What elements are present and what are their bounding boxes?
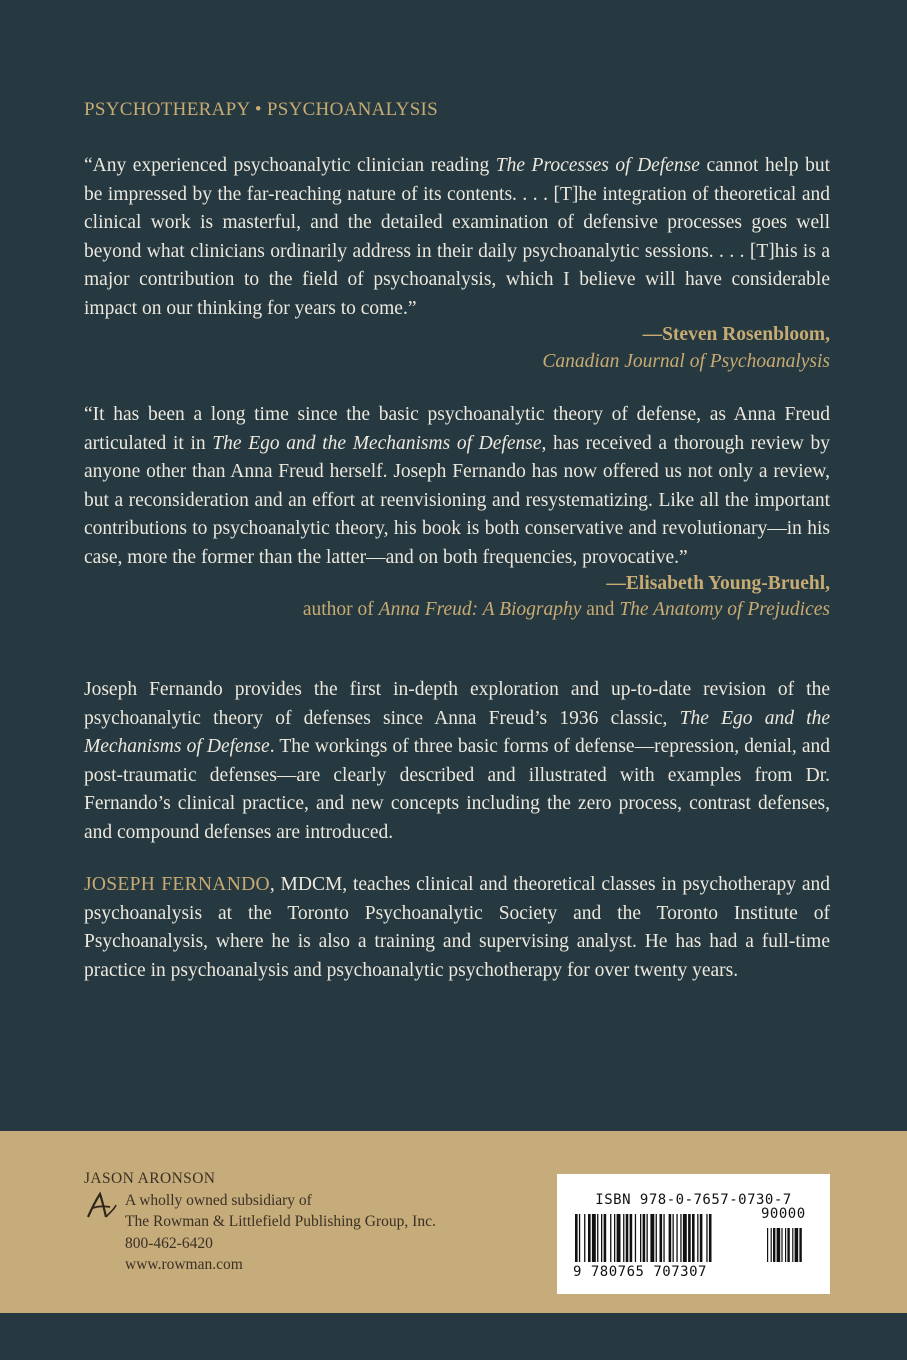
barcode-bar	[647, 1214, 648, 1262]
barcode-bar	[777, 1228, 781, 1262]
barcode-bar	[683, 1214, 687, 1262]
barcode-bar	[767, 1228, 768, 1262]
barcode-bar	[640, 1214, 641, 1262]
category-label: PSYCHOTHERAPY • PSYCHOANALYSIS	[84, 99, 439, 120]
publisher-website: www.rowman.com	[125, 1256, 243, 1273]
review-quote-2: “It has been a long time since the basic psychoanalytic theory of defense, as Anna Freud articulated it in The Ego and the Mechanisms of Defense, has received a thorough review by anyone other than Anna Freud herself. Joseph Fernando has now offered us not only a review, but a reconsideration and an effort at reenvisioning and resystematizing. Like all the important contributions to psychoanalytic theory, his book is both conservative and revolutionary—in his case, more the former than the latter—and on both frequencies, provocative.”	[84, 404, 830, 568]
barcode-bar	[626, 1214, 629, 1262]
price-code: 90000	[761, 1206, 806, 1222]
quote-1-source: Canadian Journal of Psychoanalysis	[542, 351, 830, 372]
barcode-bar	[597, 1214, 598, 1262]
barcode-bar	[706, 1214, 707, 1262]
barcode-bar	[610, 1214, 611, 1262]
book-title: The Ego and the Mechanisms of Defense	[84, 707, 831, 757]
barcode-bar	[773, 1228, 775, 1262]
barcode-bar	[630, 1214, 633, 1262]
barcode-bar	[771, 1228, 772, 1262]
barcode-bar	[656, 1214, 657, 1262]
review-quote-1: “Any experienced psychoanalytic clinician reading The Processes of Defense cannot help but be impressed by the far-reaching nature of its contents. . . . [T]he integration of theoretical and clinical work is masterful, and the detailed examination of defensive processes goes well beyond what clinicians ordinarily address in their daily psychoanalytic sessions. . . . [T]his is a major contribution to the field of psychoanalysis, which I believe will have considerable impact on our thinking for years to come.”	[84, 155, 831, 319]
author-bio: JOSEPH FERNANDO, MDCM, teaches clinical and theoretical classes in psychotherapy and psychoanalysis at the Toronto Psychoanalytic Society and the Toronto Institute of Psychoanalysis, where he is also a training and supervising analyst. He has had a full-time practice in psychoanalysis and psychoanalytic psychotherapy for over twenty years.	[84, 874, 831, 981]
publisher-phone: 800-462-6420	[125, 1234, 213, 1252]
barcode-bar	[785, 1228, 786, 1262]
barcode-bar	[792, 1228, 793, 1262]
barcode-bar	[614, 1214, 615, 1262]
barcode-bar	[660, 1214, 663, 1262]
barcode-bar	[676, 1214, 677, 1262]
barcode-bar	[623, 1214, 624, 1262]
barcode-bar	[575, 1214, 578, 1262]
barcode-bar	[688, 1214, 691, 1262]
barcode-bar	[601, 1214, 602, 1262]
publisher-subsidiary: A wholly owned subsidiary of	[125, 1191, 312, 1209]
barcode-bar	[700, 1214, 703, 1262]
barcode-bar	[579, 1214, 580, 1262]
barcode	[557, 1174, 830, 1294]
barcode-bar	[697, 1214, 698, 1262]
barcode-bar	[584, 1214, 585, 1262]
barcode-digits: 9 780765 707307	[573, 1264, 707, 1280]
barcode-bar	[795, 1228, 799, 1262]
publisher-name: JASON ARONSON	[84, 1170, 216, 1187]
barcode-bar	[643, 1214, 646, 1262]
barcode-bar	[799, 1228, 801, 1262]
barcode-bar	[692, 1214, 695, 1262]
bottom-strip	[0, 1313, 907, 1360]
publisher-info	[84, 1168, 436, 1276]
barcode-bar	[650, 1214, 654, 1262]
book-description: Joseph Fernando provides the first in-depth exploration and up-to-date revision of the psychoanalytic theory of defenses since Anna Freud’s 1936 classic, The Ego and the Mechanisms of Defense. The workings of three basic forms of defense—repression, denial, and post-traumatic defenses—are clearly described and illustrated with examples from Dr. Fernando’s clinical practice, and new concepts including the zero process, contrast defenses, and compound defenses are introduced.	[84, 679, 831, 843]
barcode-bar	[604, 1214, 607, 1262]
barcode-bar	[669, 1214, 672, 1262]
barcode-bar	[592, 1214, 596, 1262]
barcode-bars	[575, 1214, 815, 1266]
barcode-bar	[680, 1214, 681, 1262]
barcode-bar	[663, 1214, 664, 1262]
barcode-bar	[781, 1228, 782, 1262]
author-name: JOSEPH FERNANDO	[84, 874, 270, 895]
barcode-bar	[617, 1214, 621, 1262]
quote-1-author: —Steven Rosenbloom,	[642, 324, 830, 345]
barcode-bar	[673, 1214, 674, 1262]
barcode-bar	[588, 1214, 591, 1262]
barcode-bar	[635, 1214, 636, 1262]
quote-2-author: —Elisabeth Young-Bruehl,	[606, 573, 830, 594]
book-title: The Processes of Defense	[495, 155, 700, 176]
barcode-bar	[787, 1228, 789, 1262]
isbn-label: ISBN 978-0-7657-0730-7	[595, 1192, 792, 1208]
publisher-group: The Rowman & Littlefield Publishing Group, Inc.	[125, 1213, 436, 1230]
book-title: The Ego and the Mechanisms of Defense	[212, 432, 542, 454]
quote-2-source: author of Anna Freud: A Biography and The Anatomy of Prejudices	[302, 599, 830, 620]
barcode-bar	[709, 1214, 712, 1262]
